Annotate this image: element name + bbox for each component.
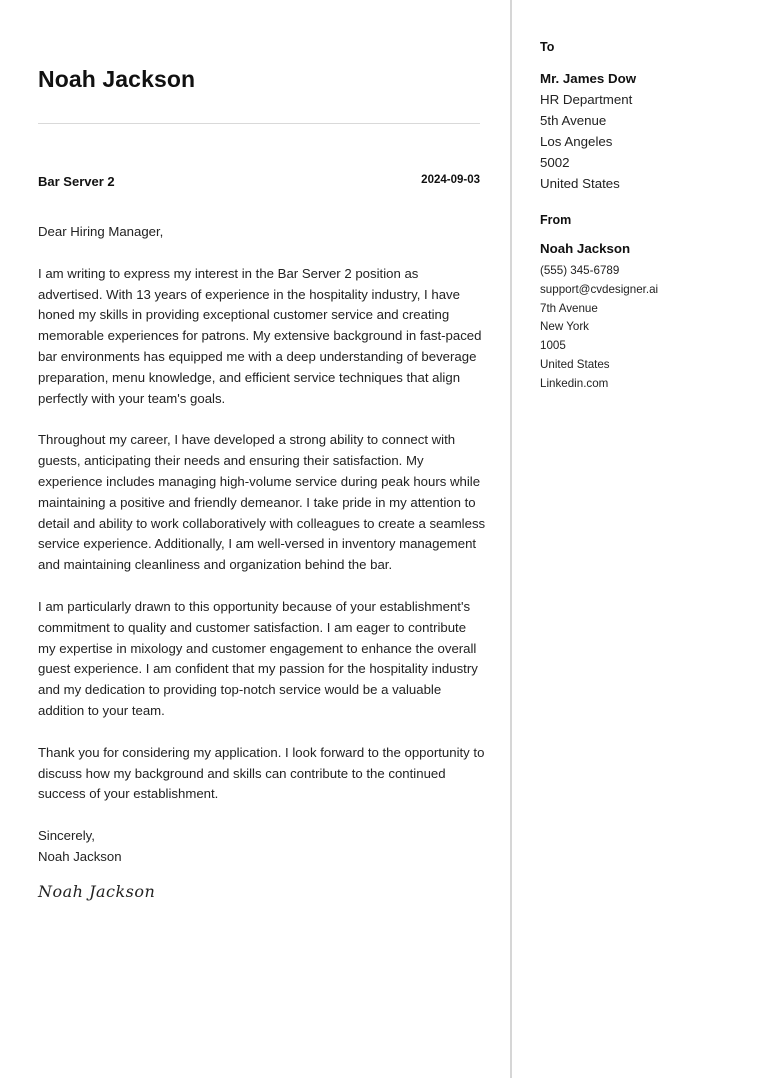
signature: Noah Jackson bbox=[38, 881, 156, 901]
closing: Sincerely, bbox=[38, 828, 95, 844]
recipient-country: United States bbox=[540, 176, 620, 191]
sender-contact-block bbox=[540, 262, 658, 394]
sender-phone: (555) 345-6789 bbox=[540, 264, 620, 277]
sender-email: support@cvdesigner.ai bbox=[540, 282, 659, 296]
sender-street: 7th Avenue bbox=[540, 301, 598, 315]
from-heading: From bbox=[540, 213, 572, 227]
closing-name: Noah Jackson bbox=[38, 848, 122, 864]
recipient-block bbox=[540, 68, 636, 194]
job-title: Bar Server 2 bbox=[38, 174, 115, 189]
recipient-name: Mr. James Dow bbox=[540, 71, 637, 86]
sender-country: United States bbox=[540, 357, 610, 371]
sender-website: Linkedin.com bbox=[540, 376, 609, 390]
letter-body bbox=[38, 222, 486, 903]
recipient-department: HR Department bbox=[540, 92, 633, 107]
recipient-postal-code: 5002 bbox=[540, 155, 570, 170]
column-divider bbox=[510, 0, 512, 1078]
sender-city: New York bbox=[540, 320, 589, 334]
header-divider bbox=[38, 123, 480, 124]
paragraph-4: Thank you for considering my application. I look forward to the opportunity to discuss how my background and skills can contribute to the continued success of your establishment. bbox=[38, 744, 485, 802]
sender-name-heading: Noah Jackson bbox=[38, 66, 196, 92]
sender-name: Noah Jackson bbox=[540, 241, 631, 256]
paragraph-2: Throughout my career, I have developed a strong ability to connect with guests, anticipating their needs and ensuring their satisfaction. My experience includes managing high-volume service during peak hours while maintaining a positive and friendly demeanor. I take pride in my attention to detail and ability to work collaboratively with colleagues to create a seamless service experience. Additionally, I am well-versed in inventory management and maintaining cleanliness and organization behind the bar. bbox=[38, 432, 486, 573]
sender-postal-code: 1005 bbox=[540, 339, 566, 353]
recipient-city: Los Angeles bbox=[540, 134, 613, 149]
greeting: Dear Hiring Manager, bbox=[38, 224, 164, 239]
paragraph-3: I am particularly drawn to this opportunity because of your establishment's commitment to quality and customer satisfaction. I am eager to contribute my expertise in mixology and customer engagement to enhance the overall guest experience. I am confident that my passion for the hospitality industry and my dedication to providing top-notch service would be a valuable addition to your team. bbox=[38, 598, 478, 718]
to-heading: To bbox=[540, 40, 555, 54]
recipient-street: 5th Avenue bbox=[540, 113, 607, 128]
paragraph-1: I am writing to express my interest in the Bar Server 2 position as advertised. With 13 years of experience in the hospitality industry, I have honed my skills in providing exceptional customer service and creating memorable experiences for patrons. My extensive background in fast-paced bar environments has equipped me with a deep understanding of beverage preparation, menu knowledge, and efficient service techniques that align perfectly with your team's goals. bbox=[38, 265, 482, 406]
letter-date: 2024-09-03 bbox=[421, 174, 480, 186]
